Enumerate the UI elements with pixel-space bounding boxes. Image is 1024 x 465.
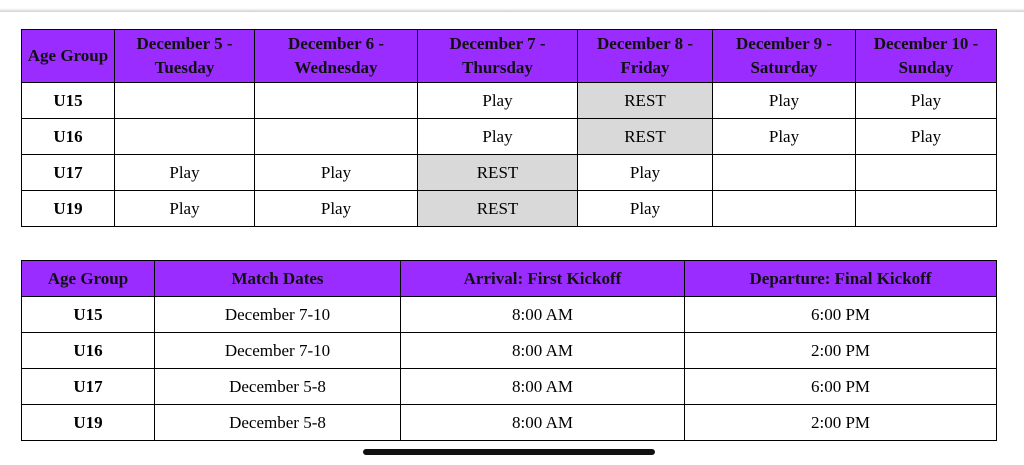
- schedule-header-dec-9: December 9 - Saturday: [713, 30, 856, 83]
- schedule-row-u16: [22, 119, 997, 155]
- schedule-rest-cell: REST: [418, 155, 578, 191]
- summary-row-u19: [22, 405, 997, 441]
- summary-header-match-dates: Match Dates: [155, 261, 401, 297]
- summary-row-u15: [22, 297, 997, 333]
- schedule-header-row: [22, 30, 997, 83]
- schedule-table: [21, 29, 997, 227]
- schedule-age-cell: U15: [22, 83, 115, 119]
- summary-row-u17: [22, 369, 997, 405]
- schedule-cell: Play: [713, 119, 856, 155]
- schedule-rest-cell: REST: [578, 83, 713, 119]
- summary-dates-cell: December 5-8: [155, 369, 401, 405]
- summary-dates-cell: December 7-10: [155, 333, 401, 369]
- schedule-age-cell: U17: [22, 155, 115, 191]
- home-indicator[interactable]: [363, 449, 655, 455]
- summary-departure-cell: 2:00 PM: [685, 333, 997, 369]
- schedule-age-cell: U19: [22, 191, 115, 227]
- summary-age-cell: U15: [22, 297, 155, 333]
- schedule-cell: Play: [255, 191, 418, 227]
- schedule-cell: [115, 119, 255, 155]
- schedule-header-age-group: Age Group: [22, 30, 115, 83]
- schedule-cell: Play: [255, 155, 418, 191]
- schedule-cell: [255, 119, 418, 155]
- summary-age-cell: U19: [22, 405, 155, 441]
- schedule-header-dec-8: December 8 - Friday: [578, 30, 713, 83]
- schedule-age-cell: U16: [22, 119, 115, 155]
- summary-row-u16: [22, 333, 997, 369]
- schedule-cell: Play: [115, 155, 255, 191]
- schedule-cell: Play: [713, 83, 856, 119]
- summary-departure-cell: 6:00 PM: [685, 297, 997, 333]
- summary-departure-cell: 6:00 PM: [685, 369, 997, 405]
- summary-arrival-cell: 8:00 AM: [401, 333, 685, 369]
- schedule-cell: Play: [115, 191, 255, 227]
- schedule-rest-cell: REST: [578, 119, 713, 155]
- schedule-cell: [856, 155, 997, 191]
- schedule-header-dec-7: December 7 - Thursday: [418, 30, 578, 83]
- summary-age-cell: U16: [22, 333, 155, 369]
- summary-header-arrival: Arrival: First Kickoff: [401, 261, 685, 297]
- schedule-cell: [713, 191, 856, 227]
- schedule-cell: [255, 83, 418, 119]
- summary-age-cell: U17: [22, 369, 155, 405]
- schedule-cell: Play: [578, 191, 713, 227]
- schedule-cell: Play: [578, 155, 713, 191]
- schedule-cell: [713, 155, 856, 191]
- summary-dates-cell: December 7-10: [155, 297, 401, 333]
- schedule-header-dec-5: December 5 - Tuesday: [115, 30, 255, 83]
- summary-header-departure: Departure: Final Kickoff: [685, 261, 997, 297]
- schedule-header-dec-6: December 6 - Wednesday: [255, 30, 418, 83]
- summary-arrival-cell: 8:00 AM: [401, 297, 685, 333]
- schedule-cell: Play: [418, 119, 578, 155]
- summary-arrival-cell: 8:00 AM: [401, 369, 685, 405]
- schedule-header-dec-10: December 10 - Sunday: [856, 30, 997, 83]
- top-divider: [0, 0, 1024, 12]
- summary-header-row: [22, 261, 997, 297]
- schedule-rest-cell: REST: [418, 191, 578, 227]
- schedule-cell: Play: [418, 83, 578, 119]
- schedule-row-u17: [22, 155, 997, 191]
- schedule-cell: [115, 83, 255, 119]
- summary-departure-cell: 2:00 PM: [685, 405, 997, 441]
- summary-arrival-cell: 8:00 AM: [401, 405, 685, 441]
- schedule-row-u19: [22, 191, 997, 227]
- summary-dates-cell: December 5-8: [155, 405, 401, 441]
- summary-table: [21, 260, 997, 441]
- schedule-cell: Play: [856, 119, 997, 155]
- schedule-cell: [856, 191, 997, 227]
- summary-header-age-group: Age Group: [22, 261, 155, 297]
- schedule-row-u15: [22, 83, 997, 119]
- schedule-cell: Play: [856, 83, 997, 119]
